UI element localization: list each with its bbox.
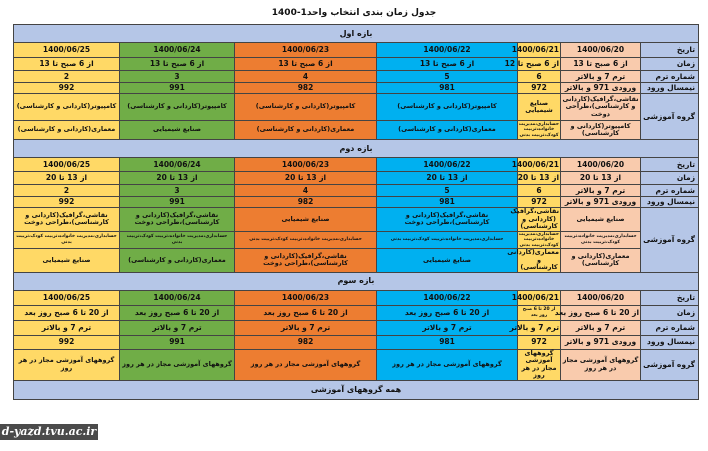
date-cell: 1400/06/21 bbox=[518, 290, 561, 305]
edu-group-label: گروه آموزشی bbox=[641, 208, 699, 273]
date-row bbox=[14, 290, 699, 305]
date-cell: 1400/06/25 bbox=[14, 158, 120, 172]
term_number-row bbox=[14, 320, 699, 335]
term-cell: ترم 7 و بالاتر bbox=[377, 320, 518, 335]
edu-group-cell: حسابداری،مدیریت خانواده،تربیت کودک،تربیت بدنی bbox=[561, 231, 641, 249]
edu-group-label: گروه آموزشی bbox=[641, 349, 699, 380]
entry_year-label: نیمسال ورود bbox=[641, 197, 699, 208]
term-cell: 3 bbox=[120, 71, 235, 83]
entry-year-cell: 991 bbox=[120, 83, 235, 94]
entry_year-label: نیمسال ورود bbox=[641, 83, 699, 94]
edu-group-row bbox=[14, 121, 699, 140]
period-header-row bbox=[14, 140, 699, 158]
edu-group-cell: صنایع شیمیایی bbox=[377, 249, 518, 273]
edu-group-cell: حسابداری،مدیریت خانواده،تربیت کودک،تربیت بدنی bbox=[235, 231, 377, 249]
term_number-row bbox=[14, 71, 699, 83]
period-header-row bbox=[14, 25, 699, 43]
date-cell: 1400/06/25 bbox=[14, 290, 120, 305]
edu-group-cell: گروههای آموزشی مجاز در هر روز bbox=[518, 349, 561, 380]
date-cell: 1400/06/20 bbox=[561, 290, 641, 305]
edu-group-row bbox=[14, 94, 699, 121]
time-cell: از 20 تا 6 صبح روز بعد bbox=[561, 305, 641, 320]
date-cell: 1400/06/23 bbox=[235, 158, 377, 172]
edu-group-cell: معماری(کاردانی و کارشناسی) bbox=[235, 121, 377, 140]
entry-year-cell: 992 bbox=[14, 335, 120, 349]
date-label: تاریخ bbox=[641, 158, 699, 172]
entry-year-cell: 972 bbox=[518, 335, 561, 349]
entry_year-label: نیمسال ورود bbox=[641, 335, 699, 349]
term-cell: ترم 7 و بالاتر bbox=[14, 320, 120, 335]
term-cell: ترم 7 و بالاتر bbox=[120, 320, 235, 335]
site-watermark: d-yazd.tvu.ac.ir bbox=[1, 425, 97, 438]
date-cell: 1400/06/25 bbox=[14, 43, 120, 58]
term-cell: 2 bbox=[14, 71, 120, 83]
edu-group-cell: صنایع شیمیایی bbox=[120, 121, 235, 140]
entry-year-cell: 991 bbox=[120, 197, 235, 208]
time-cell: از 6 صبح تا 13 bbox=[120, 58, 235, 71]
term-cell: 4 bbox=[235, 185, 377, 197]
time-cell: از 6 صبح تا 13 bbox=[377, 58, 518, 71]
time-cell: از 13 تا 20 bbox=[518, 172, 561, 185]
edu-group-cell: حسابداری،مدیریت خانواده،تربیت کودک،تربیت بدنی bbox=[518, 231, 560, 248]
edu-group-cell: صنایع شیمیایی bbox=[235, 208, 377, 232]
time-cell: از 13 تا 20 bbox=[561, 172, 641, 185]
time-label: زمان bbox=[641, 172, 699, 185]
entry-year-cell: ورودی 971 و بالاتر bbox=[561, 335, 641, 349]
edu-group-cell: گروههای آموزشی مجاز در هر روز bbox=[561, 349, 641, 380]
entry-year-cell: 991 bbox=[120, 335, 235, 349]
term_number-label: شماره ترم bbox=[641, 185, 699, 197]
date-cell: 1400/06/23 bbox=[235, 43, 377, 58]
entry-year-cell: 982 bbox=[235, 197, 377, 208]
edu-group-cell: کامپیوتر(کاردانی و کارشناسی) bbox=[120, 94, 235, 121]
edu-group-cell: نقاشی،گرافیک(کاردانی و کارشناسی)،طراحی دوخت bbox=[561, 94, 641, 121]
edu-group-cell: گروههای آموزشی مجاز در هر روز bbox=[377, 349, 518, 380]
schedule-table bbox=[13, 24, 699, 400]
time-cell: از 20 تا 6 صبح روز بعد bbox=[120, 305, 235, 320]
page-title: جدول زمان بندی انتخاب واحد1-1400 bbox=[271, 8, 437, 18]
entry-year-cell: ورودی 971 و بالاتر bbox=[561, 197, 641, 208]
time-cell: از 20 تا 6 صبح روز بعد bbox=[518, 305, 561, 320]
time-cell: از 13 تا 20 bbox=[235, 172, 377, 185]
time-cell: از 13 تا 20 bbox=[377, 172, 518, 185]
time-cell: از 6 صبح تا 12 bbox=[518, 58, 561, 71]
edu-group-cell: کامپیوتر(کاردانی و کارشناسی) bbox=[561, 121, 641, 140]
date-cell: 1400/06/24 bbox=[120, 43, 235, 58]
footer-row bbox=[14, 380, 699, 399]
entry-year-cell: 982 bbox=[235, 335, 377, 349]
edu-group-cell: صنایع شیمیایی bbox=[518, 94, 561, 121]
edu-group-cell: نقاشی،گرافیک(کاردانی و کارشناسی)،طراحی دوخت bbox=[14, 208, 120, 232]
edu-group-cell: صنایع شیمیایی bbox=[561, 208, 641, 232]
edu-group-cell: گروههای آموزشی مجاز در هر روز bbox=[120, 349, 235, 380]
entry-year-cell: 992 bbox=[14, 83, 120, 94]
time-row bbox=[14, 172, 699, 185]
entry-year-cell: 981 bbox=[377, 335, 518, 349]
entry-year-cell: 972 bbox=[518, 83, 561, 94]
term-cell: 3 bbox=[120, 185, 235, 197]
entry-year-cell: 992 bbox=[14, 197, 120, 208]
edu-group-label: گروه آموزشی bbox=[641, 94, 699, 140]
entry-year-cell: 981 bbox=[377, 197, 518, 208]
edu-group-cell: نقاشی،گرافیک(کاردانی و کارشناسی)،طراحی دوخت bbox=[235, 249, 377, 273]
term_number-row bbox=[14, 185, 699, 197]
edu-group-cell: صنایع شیمیایی bbox=[14, 249, 120, 273]
edu-group-row bbox=[14, 249, 699, 273]
time-cell: از 20 تا 6 صبح روز بعد bbox=[377, 305, 518, 320]
time-row bbox=[14, 305, 699, 320]
edu-group-cell: کامپیوتر(کاردانی و کارشناسی) bbox=[377, 94, 518, 121]
time-cell: از 6 صبح تا 13 bbox=[561, 58, 641, 71]
term-cell: ترم 7 و بالاتر bbox=[561, 71, 641, 83]
entry-year-cell: 972 bbox=[518, 197, 561, 208]
period-heading: بازه دوم bbox=[14, 140, 699, 158]
period-heading: بازه سوم bbox=[14, 272, 699, 290]
period-heading: بازه اول bbox=[14, 25, 699, 43]
term-cell: 4 bbox=[235, 71, 377, 83]
term-cell: ترم 7 و بالاتر bbox=[561, 320, 641, 335]
time-cell: از 20 تا 6 صبح روز بعد bbox=[235, 305, 377, 320]
entry-year-cell: ورودی 971 و بالاتر bbox=[561, 83, 641, 94]
date-label: تاریخ bbox=[641, 290, 699, 305]
term-cell: ترم 7 و بالاتر bbox=[235, 320, 377, 335]
time-label: زمان bbox=[641, 58, 699, 71]
edu-group-cell: نقاشی،گرافیک(کاردانی و کارشناسی)،طراحی دوخت bbox=[120, 208, 235, 232]
time-cell: از 6 صبح تا 13 bbox=[14, 58, 120, 71]
term_number-label: شماره ترم bbox=[641, 320, 699, 335]
date-label: تاریخ bbox=[641, 43, 699, 58]
term-cell: 6 bbox=[518, 185, 561, 197]
edu-group-cell: گروههای آموزشی مجاز در هر روز bbox=[14, 349, 120, 380]
date-cell: 1400/06/22 bbox=[377, 158, 518, 172]
entry_year-row bbox=[14, 197, 699, 208]
term_number-label: شماره ترم bbox=[641, 71, 699, 83]
edu-group-cell: کامپیوتر(کاردانی و کارشناسی) bbox=[14, 94, 120, 121]
edu-group-cell: معماری(کاردانی و کارشناسی) bbox=[561, 249, 641, 273]
term-cell: 5 bbox=[377, 185, 518, 197]
date-cell: 1400/06/22 bbox=[377, 290, 518, 305]
date-cell: 1400/06/23 bbox=[235, 290, 377, 305]
entry_year-row bbox=[14, 335, 699, 349]
entry-year-cell: 982 bbox=[235, 83, 377, 94]
edu-group-cell: حسابداری،مدیریت خانواده،تربیت کودک،تربیت بدنی bbox=[14, 231, 120, 249]
term-cell: ترم 7 و بالاتر bbox=[518, 320, 561, 335]
date-cell: 1400/06/21 bbox=[518, 43, 561, 58]
date-cell: 1400/06/20 bbox=[561, 43, 641, 58]
time-cell: از 20 تا 6 صبح روز بعد bbox=[14, 305, 120, 320]
edu-group-cell: حسابداری،مدیریت خانواده،تربیت کودک،تربیت بدنی bbox=[518, 121, 560, 138]
time-cell: از 13 تا 20 bbox=[14, 172, 120, 185]
edu-group-cell: حسابداری،مدیریت خانواده،تربیت کودک،تربیت بدنی bbox=[377, 231, 518, 249]
period-header-row bbox=[14, 272, 699, 290]
date-cell: 1400/06/24 bbox=[120, 290, 235, 305]
time-cell: از 6 صبح تا 13 bbox=[235, 58, 377, 71]
term-cell: 5 bbox=[377, 71, 518, 83]
edu-group-cell: کامپیوتر(کاردانی و کارشناسی) bbox=[235, 94, 377, 121]
date-cell: 1400/06/21 bbox=[518, 158, 561, 172]
edu-group-cell: معماری(کاردانی و کارشناسی) bbox=[507, 248, 560, 271]
time-cell: از 13 تا 20 bbox=[120, 172, 235, 185]
date-cell: 1400/06/24 bbox=[120, 158, 235, 172]
edu-group-row bbox=[14, 349, 699, 380]
term-cell: 6 bbox=[518, 71, 561, 83]
edu-group-cell: گروههای آموزشی مجاز در هر روز bbox=[235, 349, 377, 380]
date-row bbox=[14, 158, 699, 172]
edu-group-cell: نقاشی،گرافیک(کاردانی و کارشناسی)،طراحی دوخت bbox=[377, 208, 518, 232]
edu-group-cell: نقاشی،گرافیک (کاردانی و کارشناسی) bbox=[510, 207, 560, 230]
time-label: زمان bbox=[641, 305, 699, 320]
edu-group-cell: معماری(کاردانی و کارشناسی) bbox=[120, 249, 235, 273]
edu-group-cell: حسابداری،مدیریت خانواده،تربیت کودک،تربیت بدنی bbox=[120, 231, 235, 249]
time-row bbox=[14, 58, 699, 71]
date-cell: 1400/06/22 bbox=[377, 43, 518, 58]
term-cell: 2 bbox=[14, 185, 120, 197]
edu-group-row bbox=[14, 231, 699, 249]
entry-year-cell: 981 bbox=[377, 83, 518, 94]
footer-all-groups: همه گروههای آموزشی bbox=[14, 380, 699, 399]
entry_year-row bbox=[14, 83, 699, 94]
edu-group-row bbox=[14, 208, 699, 232]
edu-group-cell: معماری(کاردانی و کارشناسی) bbox=[14, 121, 120, 140]
date-cell: 1400/06/20 bbox=[561, 158, 641, 172]
edu-group-cell: معماری(کاردانی و کارشناسی) bbox=[377, 121, 518, 140]
date-row bbox=[14, 43, 699, 58]
term-cell: ترم 7 و بالاتر bbox=[561, 185, 641, 197]
